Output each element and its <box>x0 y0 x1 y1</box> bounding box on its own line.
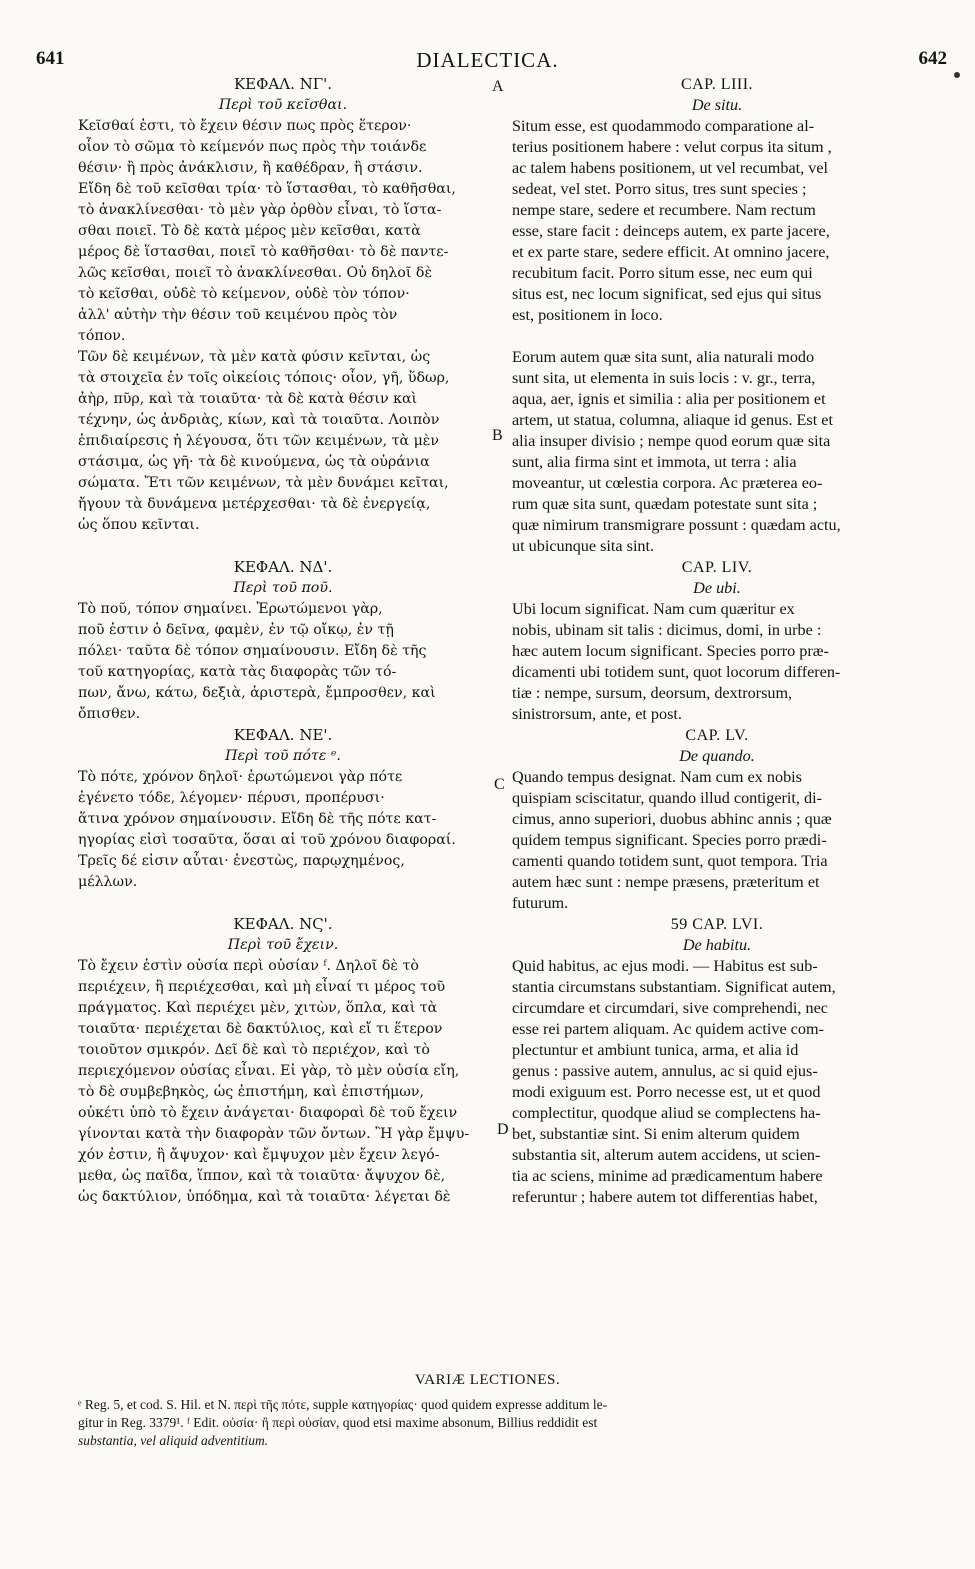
text-line: terius positionem habere : velut corpus ita situm , <box>512 138 832 156</box>
text-line: Τὸ πότε, χρόνον δηλοῖ· ἐρωτώμενοι γὰρ πότε <box>78 769 403 785</box>
paragraph-gap <box>512 326 922 347</box>
text-line: λῶς κεῖσθαι, ποιεῖ τὸ ἀνακλίνεσθαι. Οὐ δηλοῖ δὲ <box>78 265 433 281</box>
footnotes <box>78 1396 928 1450</box>
text-line: ἤγουν τὰ δυνάμενα μετέρχεσθαι· τὰ δὲ ἐνεργείᾳ, <box>78 496 431 512</box>
chapter-heading: ΚΕΦΑΛ. ΝΔ'. <box>233 558 333 576</box>
text-line: recubitum facit. Porro situm esse, nec eum qui <box>512 264 813 282</box>
text-line: τὸ ἀνακλίνεσθαι· τὸ μὲν γὰρ ὀρθὸν εἶναι, τὸ ἵστα- <box>78 202 442 218</box>
text-line: μέρος δὲ ἵστασθαι, ποιεῖ τὸ καθῆσθαι· τὸ δὲ παντε- <box>78 244 449 260</box>
text-line: quidem tempus significant. Species porro prædi- <box>512 831 827 849</box>
text-line: τοιοῦτον σμικρόν. Δεῖ δὲ καὶ τὸ περιέχον, καὶ τὸ <box>78 1042 430 1058</box>
text-line: μέλλων. <box>78 874 138 890</box>
text-line: θέσιν· ἢ πρὸς ἀνάκλισιν, ἢ καθέδραν, ἢ στάσιν. <box>78 160 423 176</box>
text-line: ὡς δακτύλιον, ὑπόδημα, καὶ τὰ τοιαῦτα· λέγεται δὲ <box>78 1189 451 1205</box>
text-line: χόν ἐστιν, ἢ ἄψυχον· καὶ ἔμψυχον μὲν ἔχειν λεγό- <box>78 1147 440 1163</box>
chapter-heading: ΚΕΦΑΛ. ΝϚ'. <box>233 915 333 933</box>
text-line: autem hæc sunt : nempe præsens, præteritum et <box>512 873 820 891</box>
footnote-line: gitur in Reg. 3379¹. ᶠ Edit. οὐσία· ἢ περὶ οὐσίαν, quod etsi maxime absonum, Billius reddidit est <box>78 1415 598 1430</box>
text-line: Situm esse, est quodammodo comparatione al- <box>512 117 815 135</box>
text-line: ut ubicunque sita sint. <box>512 537 655 555</box>
text-line: Quid habitus, ac ejus modi. — Habitus est sub- <box>512 957 818 975</box>
chapter-heading: CAP. LV. <box>685 727 749 744</box>
text-line: et ex parte stare, sedere efficit. At omnino jacere, <box>512 243 830 261</box>
chapter-subtitle: Περὶ τοῦ ποῦ. <box>233 580 333 596</box>
chapter-subtitle: De quando. <box>679 747 755 765</box>
chapter-heading: 59 CAP. LVI. <box>670 916 764 933</box>
text-line: τοιαῦτα· περιέχεται δὲ δακτύλιος, καὶ εἴ τι ἕτερον <box>78 1021 443 1037</box>
chapter-heading: CAP. LIV. <box>681 559 753 576</box>
paragraph-gap <box>78 893 488 914</box>
text-line: futurum. <box>512 894 569 912</box>
text-line: ὄπισθεν. <box>78 706 141 722</box>
text-line: sunt, alia firma sint et immota, ut terra : alia <box>512 453 797 471</box>
text-line: Τὸ ποῦ, τόπον σημαίνει. Ἐρωτώμενοι γὰρ, <box>78 601 383 617</box>
footnote-line: substantia, vel aliquid adventitium. <box>78 1433 269 1448</box>
text-line: Ubi locum significat. Nam cum quæritur ex <box>512 600 795 618</box>
text-line: σθαι ποιεῖ. Τὸ δὲ κατὰ μέρος μὲν κεῖσθαι, κατὰ <box>78 223 421 239</box>
text-line: sedeat, vel stet. Porro situs, tres sunt species ; <box>512 180 807 198</box>
variae-lectiones-title: VARIÆ LECTIONES. <box>414 1372 561 1388</box>
text-line: substantia sit, alterum autem accidens, ut scien- <box>512 1146 821 1164</box>
text-line: hæc autem locum significant. Species porro præ- <box>512 642 829 660</box>
chapter-heading: ΚΕΦΑΛ. ΝΕ'. <box>233 726 333 744</box>
chapter-subtitle: De ubi. <box>693 579 741 597</box>
chapter-subtitle: De habitu. <box>682 936 752 954</box>
chapter-heading: CAP. LIII. <box>680 76 754 93</box>
text-line: rum quæ sita sunt, quædam potestate sunt sita ; <box>512 495 818 513</box>
text-line: esse, stare facit : deinceps autem, ex parte jacere, <box>512 222 830 240</box>
ink-spot <box>954 72 960 78</box>
chapter-subtitle: De situ. <box>691 96 743 114</box>
text-line: nempe stare, sedere et recumbere. Nam rectum <box>512 201 816 219</box>
text-line: nobis, ubinam sit talis : dicimus, domi, in urbe : <box>512 621 822 639</box>
text-line: sinistrorsum, ante, et post. <box>512 705 682 723</box>
text-line: plectuntur et ambiunt tunica, arma, et alia id <box>512 1041 799 1059</box>
text-line: ὡς ὅπου κεῖνται. <box>78 517 200 533</box>
page-number-left: 641 <box>36 48 65 69</box>
text-line: dicamenti ubi totidem sunt, quot locorum differen- <box>512 663 841 681</box>
text-line: modi exiguum est. Porro necesse est, ut et quod <box>512 1083 821 1101</box>
text-line: Quando tempus designat. Nam cum ex nobis <box>512 768 802 786</box>
text-line: τοῦ κατηγορίας, κατὰ τὰς διαφορὰς τῶν τό- <box>78 664 397 680</box>
text-line: complectitur, quodque aliud se complectens ha- <box>512 1104 821 1122</box>
chapter-subtitle: Περὶ τοῦ πότε ᵉ. <box>225 748 341 764</box>
footnote-line: ᵉ Reg. 5, et cod. S. Hil. et N. περὶ τῆς πότε, supple κατηγορίας· quod quidem expresse additum le- <box>78 1397 608 1412</box>
text-line: quæ nimirum transmigrare possunt : quædam actu, <box>512 516 841 534</box>
text-line: οἷον τὸ σῶμα τὸ κείμενόν πως πρὸς τὴν τοιάνδε <box>78 139 427 155</box>
text-line: γίνονται κατὰ τὴν διαφορὰν τῶν ὄντων. Ἢ γὰρ ἔμψυ- <box>78 1126 470 1142</box>
text-line: ἀλλ' αὐτὴν τὴν θέσιν τοῦ κειμένου πρὸς τὸν <box>78 307 398 323</box>
text-line: στάσιμα, ὡς γῆ· τὰ δὲ κινούμενα, ὡς τὰ οὐράνια <box>78 454 430 470</box>
text-line: esse rei partem aliquam. Ac quidem active com- <box>512 1020 824 1038</box>
text-line: ac talem habens positionem, ut vel recumbat, vel <box>512 159 829 177</box>
text-line: περιέχειν, ἢ περιέχεσθαι, καὶ μὴ εἶναί τι μέρος τοῦ <box>78 979 446 995</box>
text-line: μεθα, ὡς παῖδα, ἵππον, καὶ τὰ τοιαῦτα· ἄψυχον δὲ, <box>78 1168 446 1184</box>
text-line: Τὸ ἔχειν ἐστὶν οὐσία περὶ οὐσίαν ᶠ. Δηλοῖ δὲ τὸ <box>78 958 419 974</box>
text-line: circumdare et circumdari, sive comprehendi, nec <box>512 999 828 1017</box>
text-line: sunt sita, ut elementa in suis locis : v. gr., terra, <box>512 369 816 387</box>
margin-marker-b: B <box>492 427 503 444</box>
text-line: πων, ἄνω, κάτω, δεξιὰ, ἀριστερὰ, ἔμπροσθεν, καὶ <box>78 685 436 701</box>
text-line: stantia circumstans substantiam. Significat autem, <box>512 978 836 996</box>
text-line: πόλει· ταῦτα δὲ τόπον σημαίνουσιν. Εἴδη δὲ τῆς <box>78 643 427 659</box>
margin-marker-c: C <box>494 776 505 793</box>
text-line: ποῦ ἐστιν ὁ δεῖνα, φαμὲν, ἐν τῷ οἴκῳ, ἐν τῇ <box>78 622 394 638</box>
text-line: σώματα. Ἔτι τῶν κειμένων, τὰ μὲν δυνάμει κεῖται, <box>78 475 449 491</box>
text-line: τέχνην, ὡς ἀνδριὰς, κίων, καὶ τὰ τοιαῦτα. Λοιπὸν <box>78 412 440 428</box>
text-line: τόπον. <box>78 328 126 344</box>
text-line: situs est, nec locum significat, sed ejus qui situs <box>512 285 822 303</box>
text-line: Τρεῖς δέ εἰσιν αὗται· ἐνεστὼς, παρῳχημένος, <box>78 853 405 869</box>
text-line: περιεχόμενον οὐσίας εἶναι. Εἰ γὰρ, τὸ μὲν οὐσία εἴη, <box>78 1063 460 1079</box>
running-title: DIALECTICA. <box>416 48 559 72</box>
latin-column <box>512 74 922 1208</box>
page-number-right: 642 <box>918 48 947 69</box>
paragraph-gap <box>78 536 488 557</box>
text-line: tia ac sciens, minime ad prædicamentum habere <box>512 1167 823 1185</box>
text-line: τὸ δὲ συμβεβηκὸς, ὡς ἐπιστήμη, καὶ ἐπιστήμων, <box>78 1084 425 1100</box>
text-line: ἐπιδιαίρεσις ἡ λέγουσα, ὅτι τῶν κειμένων, τὰ μὲν <box>78 433 440 449</box>
text-line: moveantur, ut cœlestia corpora. Ac præterea eo- <box>512 474 823 492</box>
text-line: ἅτινα χρόνον σημαίνουσιν. Εἴδη δὲ τῆς πότε κατ- <box>78 811 437 827</box>
text-line: referuntur ; habere autem tot differentias habet, <box>512 1188 818 1206</box>
text-line: πράγματος. Καὶ περιέχει μὲν, χιτὼν, ὅπλα, καὶ τὰ <box>78 1000 438 1016</box>
text-line: Τῶν δὲ κειμένων, τὰ μὲν κατὰ φύσιν κεῖνται, ὡς <box>78 349 431 365</box>
text-line: Κεῖσθαί ἐστι, τὸ ἔχειν θέσιν πως πρὸς ἕτερον· <box>78 118 412 134</box>
text-line: Εἴδη δὲ τοῦ κεῖσθαι τρία· τὸ ἵστασθαι, τὸ καθῆσθαι, <box>78 181 456 197</box>
text-line: artem, ut statua, columna, aliaque id genus. Est et <box>512 411 833 429</box>
text-line: cimus, anno superiori, duobus abhinc annis ; quæ <box>512 810 832 828</box>
text-line: τὰ στοιχεῖα ἐν τοῖς οἰκείοις τόποις· οἷον, γῆ, ὕδωρ, <box>78 370 450 386</box>
text-line: bet, substantiæ sint. Si enim alterum quidem <box>512 1125 800 1143</box>
text-line: alia insuper divisio ; nempe quod eorum quæ sita <box>512 432 831 450</box>
text-line: οὐκέτι ὑπὸ τὸ ἔχειν ἀνάγεται· διαφοραὶ δὲ τοῦ ἔχειν <box>78 1105 458 1121</box>
chapter-subtitle: Περὶ τοῦ κεῖσθαι. <box>218 97 348 113</box>
text-line: aqua, aer, ignis et similia : alia per positionem et <box>512 390 826 408</box>
margin-marker-a: A <box>492 78 504 95</box>
text-line: ἀὴρ, πῦρ, καὶ τὰ τοιαῦτα· τὰ δὲ κατὰ θέσιν καὶ <box>78 391 418 407</box>
text-line: genus : passive autem, annulus, ac si quid ejus- <box>512 1062 818 1080</box>
chapter-subtitle: Περὶ τοῦ ἔχειν. <box>227 937 339 953</box>
text-line: ηγορίας εἰσὶ τοσαῦτα, ὅσαι αἱ τοῦ χρόνου διαφοραί. <box>78 832 456 848</box>
text-line: τὸ κεῖσθαι, οὐδὲ τὸ κείμενον, οὐδὲ τὸν τόπον· <box>78 286 410 302</box>
text-line: est, positionem in loco. <box>512 306 663 324</box>
text-line: camenti quando totidem sunt, quot tempora. Tria <box>512 852 828 870</box>
greek-column <box>78 74 488 1208</box>
margin-marker-d: D <box>497 1121 509 1138</box>
text-line: tiæ : nempe, sursum, deorsum, dextrorsum, <box>512 684 793 702</box>
text-line: quispiam sciscitatur, quando illud contigerit, di- <box>512 789 823 807</box>
text-line: ἐγένετο τόδε, λέγομεν· πέρυσι, προπέρυσι· <box>78 790 385 806</box>
text-line: Eorum autem quæ sita sunt, alia naturali modo <box>512 348 815 366</box>
chapter-heading: ΚΕΦΑΛ. ΝΓ'. <box>233 75 333 93</box>
